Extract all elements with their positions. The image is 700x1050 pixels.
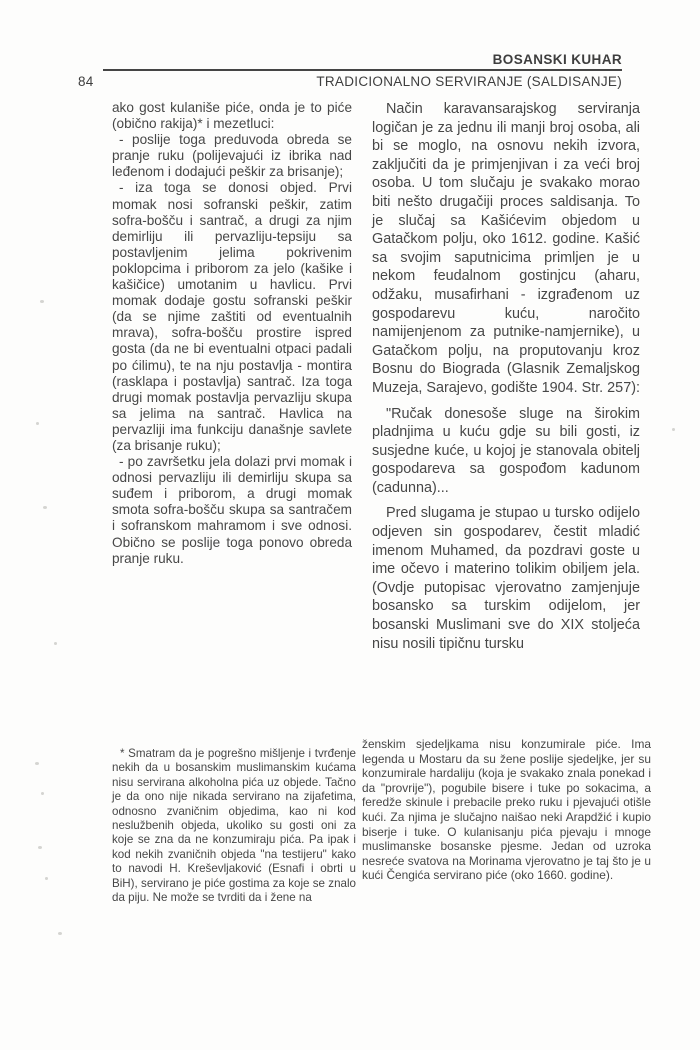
right-column xyxy=(372,100,640,653)
left-paragraph-dash-3: - po završetku jela dolazi prvi momak i odnosi pervazliju ili demirliju skupa sa suđem i priborom, a drugi momak smota sofra-bošču skupa sa santračem i sofranskom mahramom i sve odnosi. Obično se poslije toga ponovo obreda pranje ruku. xyxy=(112,454,352,566)
right-paragraph-2: Pred slugama je stupao u tursko odijelo odjeven sin gospodarev, čestit mladić imenom Muhamed, da pozdravi goste u ime očevo i materino tolikim obiljem jela. (Ovdje putopisac vjerovatno zamjenjuje bosansko sa turskim odijelom, jer bosanski Muslimani sve do XIX stoljeća nisu nosili tipičnu tursku xyxy=(372,505,640,652)
page-header xyxy=(78,52,622,89)
scan-speck xyxy=(672,428,675,431)
left-column xyxy=(112,100,352,567)
footnote-text-left: * Smatram da je pogrešno mišljenje i tvrđenje nekih da u bosanskim muslimanskim kućama nisu servirana alkoholna pića uz objede. Tačno je da ono nije nikada servirano na zijafetima, odnosno zvaničnim objedima, kao ni kod neslužbenih objeda, ukoliko su gosti oni za koje se zna da ne konzumiraju pića. Pa ipak i kod nekih zvaničnih objeda "na testijeru" kako to navodi H. Kreševljaković (Esnafi i obrti u BiH), servirano je piće gostima za koje se znalo da piju. Ne može se tvrditi da i žene na xyxy=(112,747,356,905)
scan-speck xyxy=(45,877,48,880)
header-rule xyxy=(103,69,622,71)
scan-speck xyxy=(54,642,57,645)
scan-speck xyxy=(41,792,44,795)
scan-speck xyxy=(40,300,44,303)
scan-speck xyxy=(36,422,39,425)
scan-speck xyxy=(35,762,39,765)
chapter-title: TRADICIONALNO SERVIRANJE (SALDISANJE) xyxy=(316,74,622,89)
left-paragraph-continuation: ako gost kulaniše piće, onda je to piće (obično rakija)* i mezetluci: xyxy=(112,100,352,132)
page-number: 84 xyxy=(78,74,94,89)
scan-speck xyxy=(38,846,42,849)
header-row xyxy=(78,74,622,89)
right-paragraph-quote: "Ručak donesoše sluge na širokim pladnjima u kuću gdje su bili gosti, iz susjedne kuće, u kojoj je stanovala obitelj gospodareva sa gospođom kadunom (cadunna)... xyxy=(372,405,640,496)
footnote-right-part xyxy=(362,737,651,883)
left-paragraph-dash-1: - poslije toga preduvoda obreda se pranje ruku (polijevajući iz ibrika nad leđenom i dodajući peškir za brisanje); xyxy=(112,132,352,180)
scan-speck xyxy=(43,506,47,509)
left-paragraph-dash-2: - iza toga se donosi objed. Prvi momak nosi sofranski peškir, zatim sofra-bošču i santrač, a drugi za njim demirliju ili pervazliju-tepsiju sa postavljenim jelima pokrivenim poklopcima i priborom za jelo (kašike i kašičice) umotanim u havlicu. Prvi momak dodaje gostu sofranski peškir (da se njime zaštiti od eventualnih mrava), sofra-bošču prostire ispred gosta (da ne bi eventualni otpaci padali po ćilimu), te na nju postavlja - montira (rasklapa i postavlja) santrač. Iza toga drugi momak postavlja pervazliju skupa sa jelima na santrač. Havlica na pervazliji ima funkciju današnje savlete (za brisanje ruku); xyxy=(112,180,352,453)
footnote-left-part xyxy=(112,747,356,905)
scan-speck xyxy=(58,932,62,935)
right-paragraph-1: Način karavansarajskog serviranja logičan je za jednu ili manji broj osoba, ali bi se moglo, na osnovu nekih izvora, zaključiti da je primjenjivan i za veći broj osoba. U tom slučaju je svakako morao biti nešto drugačiji proces saldisanja. To je slučaj sa Kašićevim objedom u Gatačkom polju, oko 1612. godine. Kašić sa svojim saputnicima primljen je u nekom feudalnom gostinjcu (aharu, odžaku, musafirhani - izgrađenom uz gospodarevu kuću, naročito namijenjenom za putnike-namjernike), u Gatačkom polju, na proputovanju kroz Bosnu do Biograda (Glasnik Zemaljskog Muzeja, Sarajevo, godište 1904. Str. 257): xyxy=(372,101,640,396)
book-title: BOSANSKI KUHAR xyxy=(492,52,622,67)
footnote-text-right: ženskim sjedeljkama nisu konzumirale piće. Ima legenda u Mostaru da su žene poslije sjedeljke, jer su konzumirale hardaliju (koja je svakako znala ponekad i da "provrije"), pogubile bisere i tuke po sokacima, a feredže skinule i prebacile preko ruku i pjevajući otišle kući. Za njima je slučajno naišao neki Arapdžić i kupio biserje i tuke. O kulanisanju pića pjevaju i mnoge muslimanske bosanske pjesme. Jedan od uzroka nesreće svatova na Morinama vjerovatno je taj što je u kući Čengića servirano piće (oko 1660. godine). xyxy=(362,737,651,883)
